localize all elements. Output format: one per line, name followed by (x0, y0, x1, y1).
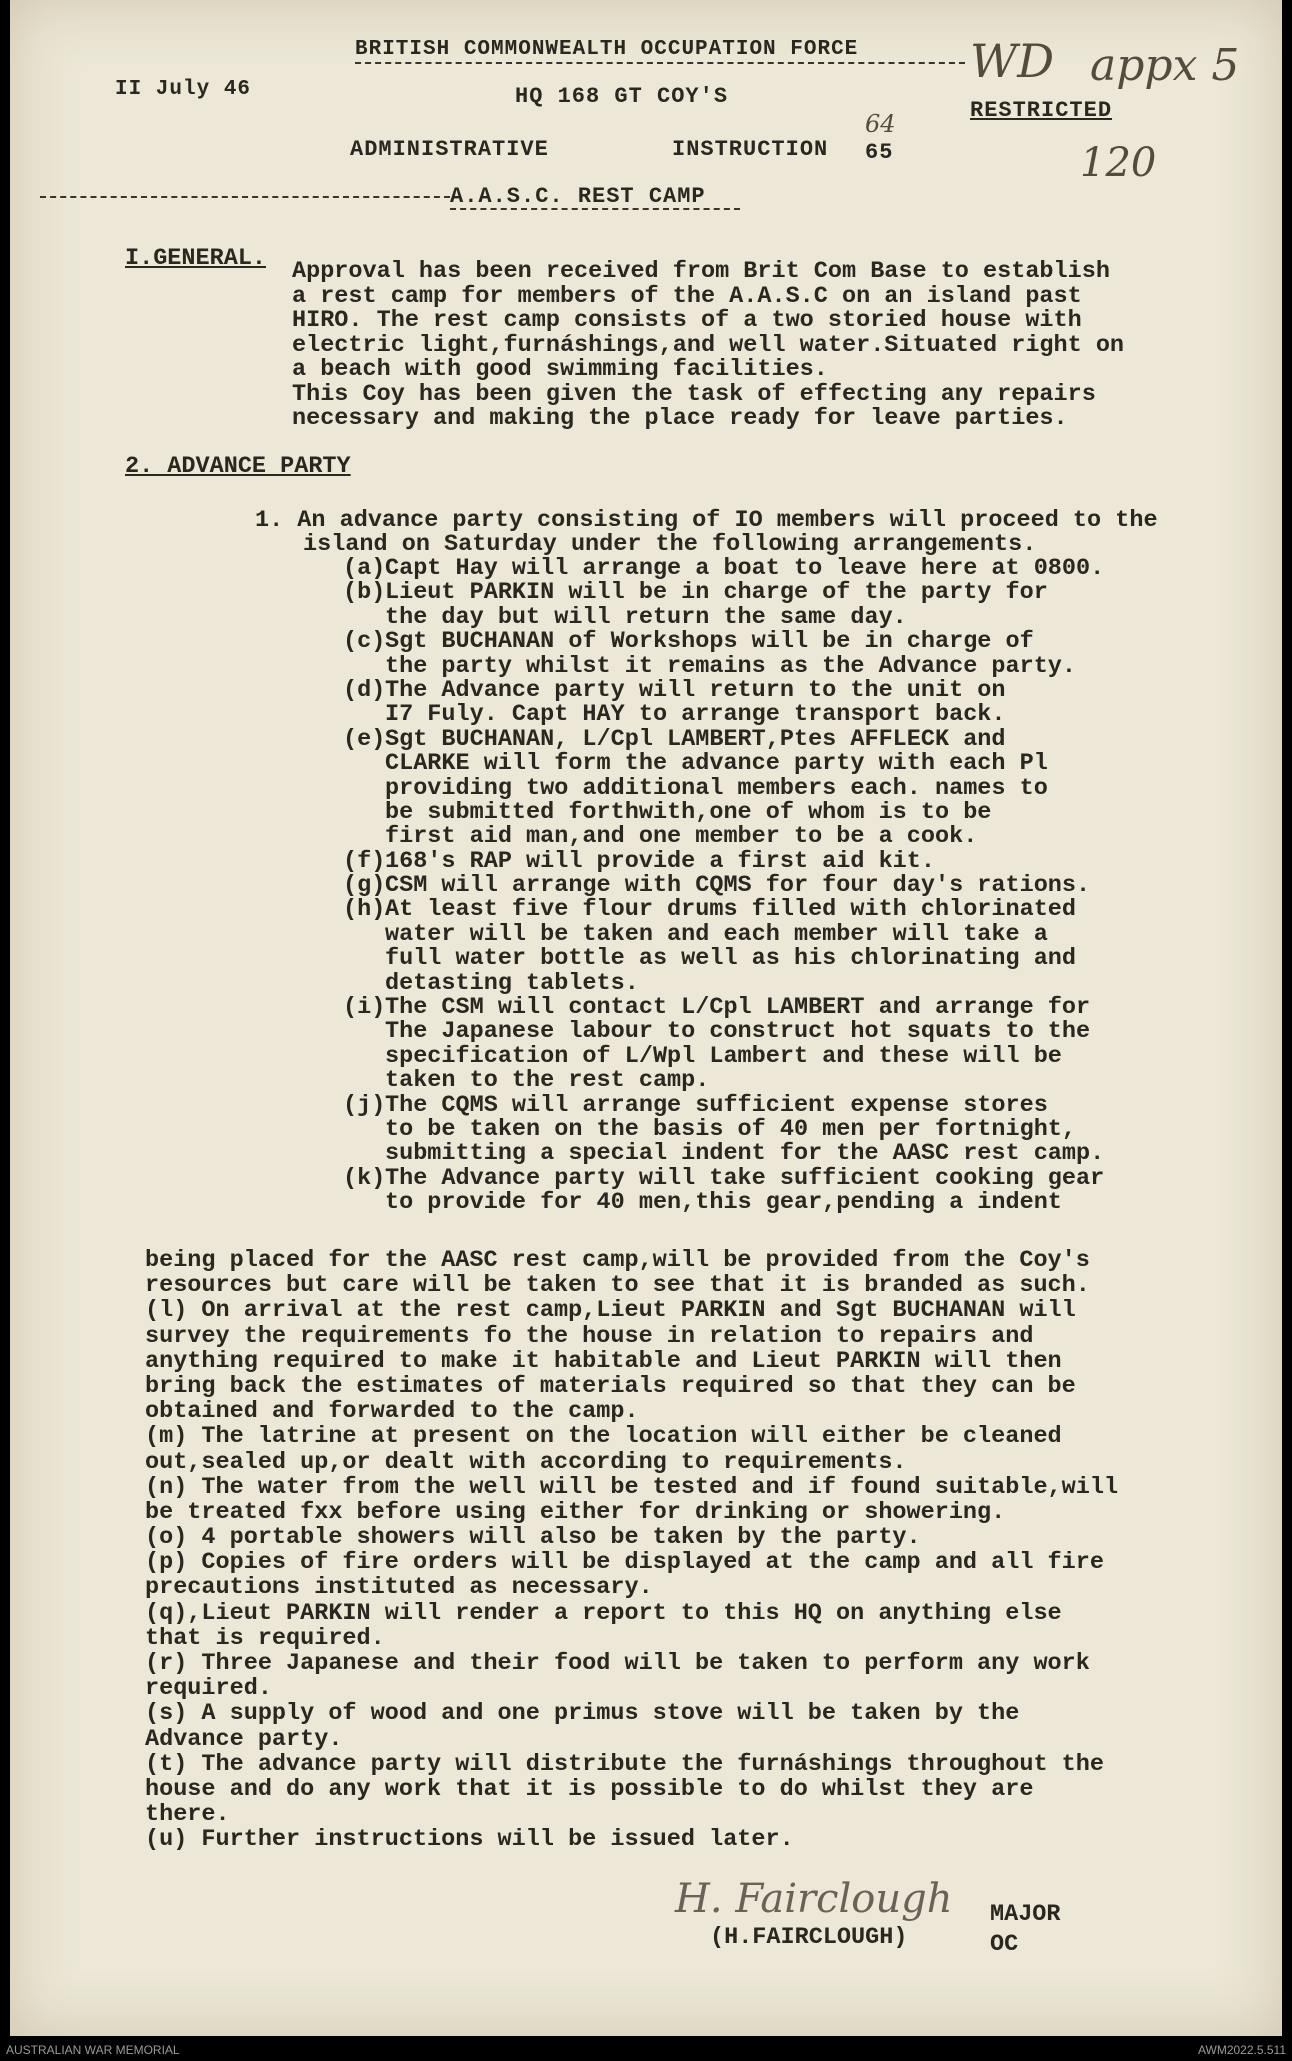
text-line: a beach with good swimming facilities. (292, 356, 828, 383)
text-line: survey the requirements fo the house in relation to repairs and (145, 1322, 1034, 1350)
item-text: water will be taken and each member will take a (385, 920, 1048, 948)
item-label: (f) (343, 847, 386, 875)
section-1-heading: I.GENERAL. (125, 245, 267, 272)
signature: H. Fairclough (675, 1876, 953, 1922)
text-line: 1. An advance party consisting of IO members will proceed to the (255, 507, 1158, 534)
section-2-heading: 2. ADVANCE PARTY (125, 453, 351, 480)
item-label: (g) (343, 872, 386, 900)
text-line: (q),Lieut PARKIN will render a report to this HQ on anything else (145, 1599, 1062, 1627)
text-line: a rest camp for members of the A.A.S.C on an island past (292, 282, 1082, 310)
text-line: bring back the estimates of materials required so that they can be (145, 1372, 1076, 1400)
item-text: the day but will return the same day. (385, 603, 907, 631)
item-label: (h) (343, 896, 386, 924)
text-line: out,sealed up,or dealt with according to requirements. (145, 1448, 907, 1476)
item-text: taken to the rest camp. (385, 1067, 710, 1095)
item-label: (j) (343, 1091, 386, 1119)
text-line: there. (145, 1801, 230, 1829)
item-text: specification of L/Wpl Lambert and these will be (385, 1042, 1062, 1070)
text-line: (p) Copies of fire orders will be displayed at the camp and all fire (145, 1549, 1104, 1577)
advance-party-intro (255, 507, 1158, 558)
text-line: (t) The advance party will distribute the furnáshings throughout the (145, 1750, 1104, 1778)
text-line: necessary and making the place ready for leave parties. (292, 405, 1068, 432)
item-text: the party whilst it remains as the Advance party. (385, 652, 1077, 680)
item-text: 168's RAP will provide a first aid kit. (385, 847, 935, 875)
item-text: CLARKE will form the advance party with each Pl (385, 750, 1048, 778)
handwritten-appx: appx 5 (1090, 40, 1240, 91)
text-line: (r) Three Japanese and their food will be taken to perform any work (145, 1650, 1090, 1677)
text-line: that is required. (145, 1624, 385, 1652)
text-line: resources but care will be taken to see that it is branded as such. (145, 1272, 1090, 1300)
advance-party-items (343, 555, 1105, 1217)
text-line: (n) The water from the well will be tested and if found suitable,will (145, 1473, 1119, 1501)
item-text: The Advance party will return to the unit on (385, 676, 1006, 704)
instruction-number: 65 (865, 140, 894, 165)
item-text: I7 Fuly. Capt HAY to arrange transport back. (385, 701, 1006, 729)
text-line: (s) A supply of wood and one primus stove will be taken by the (145, 1700, 1020, 1728)
handwritten-number: 64 (865, 110, 896, 138)
item-text: The CQMS will arrange sufficient expense stores (385, 1091, 1048, 1119)
item-text: The CSM will contact L/Cpl LAMBERT and arrange for (385, 994, 1091, 1022)
handwritten-initials: WD (970, 34, 1055, 88)
text-line: obtained and forwarded to the camp. (145, 1398, 639, 1426)
text-line: house and do any work that it is possible to do whilst they are (145, 1775, 1034, 1803)
instruction-label: INSTRUCTION (672, 137, 829, 162)
hq-line: HQ 168 GT COY'S (515, 84, 729, 109)
item-text: first aid man,and one member to be a cook. (385, 823, 978, 851)
item-label: (c) (343, 628, 386, 656)
item-label: (b) (343, 579, 386, 607)
item-text: providing two additional members each. names to (385, 774, 1048, 802)
signatory-rank: MAJOR (990, 1901, 1061, 1928)
text-line: island on Saturday under the following arrangements. (303, 531, 1037, 558)
handwritten-folio: 120 (1080, 140, 1157, 186)
text-line: electric light,furnáshings,and well water.Situated right on (292, 331, 1125, 359)
text-line: anything required to make it habitable and Lieut PARKIN will then (145, 1347, 1062, 1375)
document-page (10, 0, 1282, 2036)
text-line: precautions instituted as necessary. (145, 1574, 653, 1602)
item-label: (e) (343, 725, 386, 753)
text-line: required. (145, 1675, 272, 1703)
item-text: Capt Hay will arrange a boat to leave here at 0800. (385, 555, 1105, 582)
item-text: detasting tablets. (385, 969, 639, 997)
signatory-name: (H.FAIRCLOUGH) (710, 1924, 908, 1951)
text-line: (l) On arrival at the rest camp,Lieut PARKIN and Sgt BUCHANAN will (145, 1297, 1076, 1325)
text-line: being placed for the AASC rest camp,will be provided from the Coy's (145, 1247, 1090, 1274)
text-line: Advance party. (145, 1725, 343, 1753)
text-line: HIRO. The rest camp consists of a two storied house with (292, 307, 1082, 334)
restricted-label: RESTRICTED (970, 98, 1113, 123)
item-text: At least five flour drums filled with chlorinated (385, 896, 1077, 924)
item-text: submitting a special indent for the AASC rest camp. (385, 1140, 1105, 1168)
list-item-line (385, 1189, 1104, 1217)
item-text: to provide for 40 men,this gear,pending a indent (385, 1189, 1062, 1217)
text-line: (o) 4 portable showers will also be taken by the party. (145, 1524, 921, 1552)
force-title: BRITISH COMMONWEALTH OCCUPATION FORCE (355, 38, 859, 61)
item-text: full water bottle as well as his chlorinating and (385, 945, 1077, 973)
text-line: be treated fxx before using either for drinking or showering. (145, 1498, 1006, 1526)
item-text: Lieut PARKIN will be in charge of the party for (385, 579, 1048, 607)
date-line: II July 46 (115, 78, 252, 101)
item-label: (d) (343, 676, 386, 704)
text-line: (m) The latrine at present on the location will either be cleaned (145, 1423, 1062, 1451)
item-text: The Advance party will take sufficient cooking gear (385, 1164, 1105, 1192)
advance-party-continuation (145, 1247, 1119, 1855)
item-text: CSM will arrange with CQMS for four day's rations. (385, 872, 1091, 900)
item-label: (a) (343, 555, 386, 582)
subject-line: A.A.S.C. REST CAMP (450, 184, 706, 209)
item-text: to be taken on the basis of 40 men per fortnight, (385, 1115, 1077, 1143)
subject-rule-left (40, 196, 450, 198)
section-1-body (292, 258, 1125, 433)
item-text: Sgt BUCHANAN of Workshops will be in charge of (385, 628, 1034, 656)
text-line: Approval has been received from Brit Com Base to establish (292, 258, 1110, 285)
admin-label: ADMINISTRATIVE (350, 137, 549, 162)
text-line: This Coy has been given the task of effecting any repairs (292, 380, 1096, 408)
item-text: be submitted forthwith,one of whom is to be (385, 798, 992, 826)
force-underline (355, 62, 965, 64)
item-label: (i) (343, 994, 386, 1022)
footer-source: AUSTRALIAN WAR MEMORIAL (6, 2043, 180, 2057)
item-text: Sgt BUCHANAN, L/Cpl LAMBERT,Ptes AFFLECK and (385, 725, 1006, 753)
footer-accession: AWM2022.5.511 (1197, 2043, 1286, 2057)
item-label: (k) (343, 1164, 386, 1192)
item-text: The Japanese labour to construct hot squats to the (385, 1018, 1091, 1046)
signatory-appointment: OC (990, 1931, 1019, 1958)
text-line: (u) Further instructions will be issued later. (145, 1826, 794, 1854)
subject-underline (450, 208, 740, 210)
